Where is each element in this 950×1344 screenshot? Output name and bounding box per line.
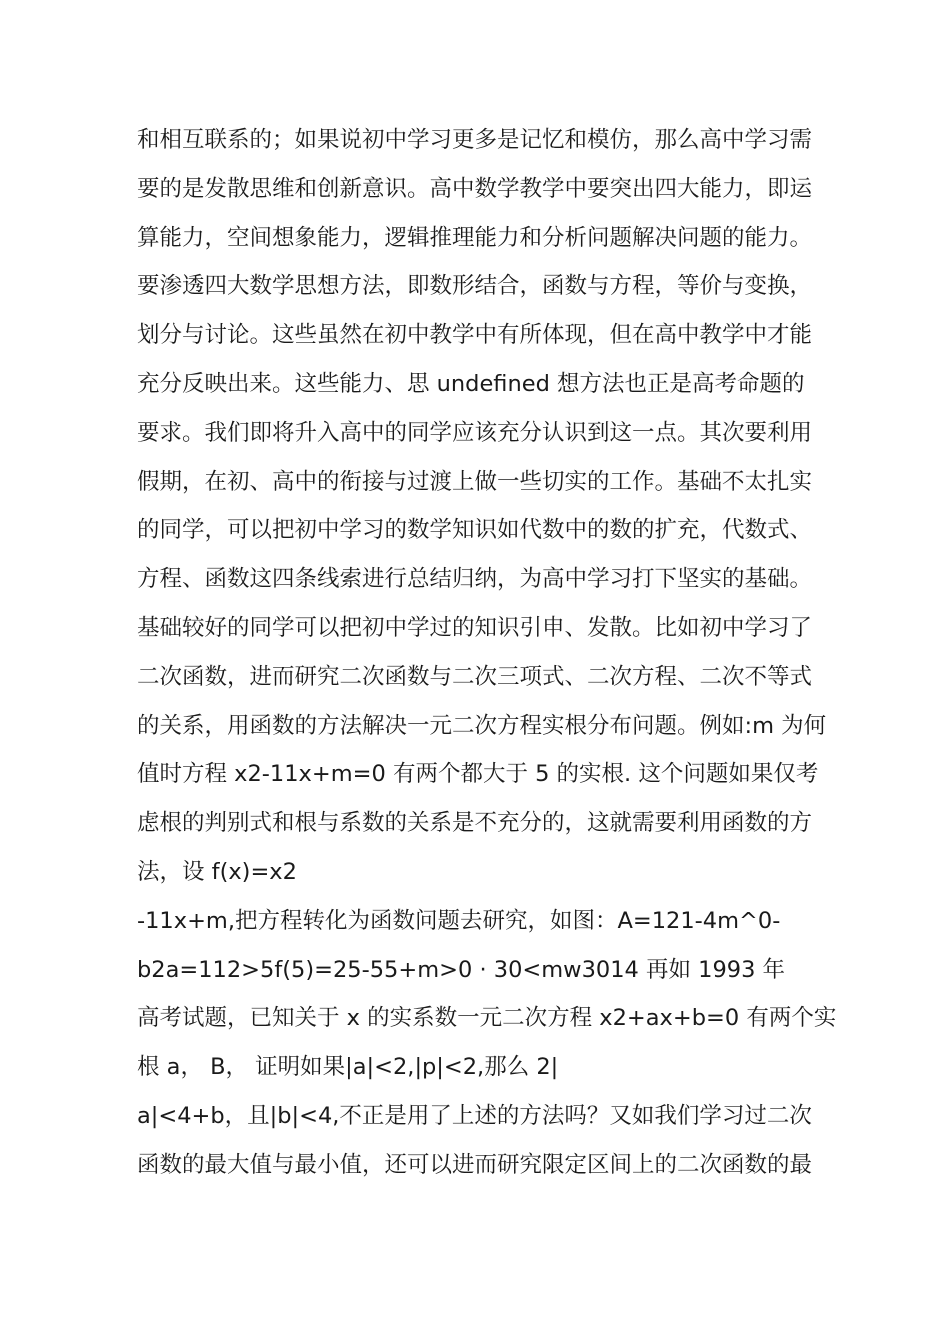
text-line: 根 a， B， 证明如果|a|<2,|p|<2,那么 2| xyxy=(137,1054,559,1081)
body-text xyxy=(137,116,867,1190)
text-line: 的关系，用函数的方法解决一元二次方程实根分布问题。例如:m 为何 xyxy=(137,712,827,739)
text-line: 二次函数，进而研究二次函数与二次三项式、二次方程、二次不等式 xyxy=(137,663,813,690)
text-line: a|<4+b，且|b|<4,不正是用了上述的方法吗？又如我们学习过二次 xyxy=(137,1102,812,1129)
text-line: 虑根的判别式和根与系数的关系是不充分的，这就需要利用函数的方 xyxy=(137,810,813,837)
text-line: 要的是发散思维和创新意识。高中数学教学中要突出四大能力，即运 xyxy=(137,175,813,202)
text-line: 假期，在初、高中的衔接与过渡上做一些切实的工作。基础不太扎实 xyxy=(137,468,813,495)
text-line: 的同学，可以把初中学习的数学知识如代数中的数的扩充，代数式、 xyxy=(137,517,813,544)
text-line: 法，设 f(x)=x2 xyxy=(137,858,297,885)
text-line: 和相互联系的；如果说初中学习更多是记忆和模仿，那么高中学习需 xyxy=(137,127,813,153)
text-line: 要渗透四大数学思想方法，即数形结合，函数与方程，等价与变换， xyxy=(137,273,813,300)
text-line: 划分与讨论。这些虽然在初中教学中有所体现，但在高中教学中才能 xyxy=(137,322,813,349)
text-line: -11x+m,把方程转化为函数问题去研究，如图：A=121-4m^0- xyxy=(137,907,781,934)
text-line: 高考试题，已知关于 x 的实系数一元二次方程 x2+ax+b=0 有两个实 xyxy=(137,1005,837,1032)
text-line: 方程、函数这四条线索进行总结归纳，为高中学习打下坚实的基础。 xyxy=(137,566,813,593)
text-line: 基础较好的同学可以把初中学过的知识引申、发散。比如初中学习了 xyxy=(137,614,813,641)
text-line: 要求。我们即将升入高中的同学应该充分认识到这一点。其次要利用 xyxy=(137,419,813,446)
text-line: 函数的最大值与最小值，还可以进而研究限定区间上的二次函数的最 xyxy=(137,1151,813,1178)
text-line: 充分反映出来。这些能力、思 undefined 想方法也正是高考命题的 xyxy=(137,370,805,397)
text-line: 值时方程 x2-11x+m=0 有两个都大于 5 的实根. 这个问题如果仅考 xyxy=(137,761,819,788)
text-line: 算能力，空间想象能力，逻辑推理能力和分析问题解决问题的能力。 xyxy=(137,224,813,251)
text-line: b2a=112>5f(5)=25-55+m>0 · 30<mw3014 再如 1993 年 xyxy=(137,956,786,983)
